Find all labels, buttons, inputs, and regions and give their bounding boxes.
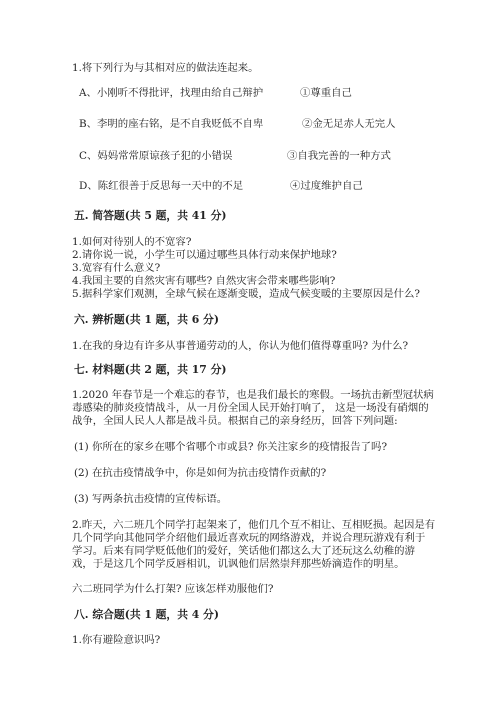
sec5-item-5: 5.据科学家们观测，全球气候在逐渐变暖，造成气候变暖的主要原因是什么? (72, 288, 420, 300)
sec7-p1-line-2: 毒感染的肺炎疫情战斗，从一月份全国人民开始打响了， 这是一场没有硝烟的 (72, 402, 429, 414)
sec7-p2-question: 六二班同学为什么打架? 应该怎样劝服他们? (72, 583, 274, 595)
sec7-sub-1: (1) 你所在的家乡在哪个省哪个市或县? 你关注家乡的疫情报告了吗? (74, 441, 388, 453)
sec7-sub-3: (3) 写两条抗击疫情的宣传标语。 (74, 493, 228, 505)
sec7-p1-line-1: 1.2020 年春节是一个难忘的春节，也是我们最长的寒假。一场抗击新型冠状病 (72, 389, 434, 401)
q1-pair-a-right: ①尊重自己 (300, 87, 352, 99)
q1-pair-d-right: ④过度维护自己 (290, 180, 363, 192)
sec7-p2-line-4: 戏，于是这几个同学反唇相讥，讥讽他们居然崇拜那些娇滴造作的明星。 (72, 558, 405, 570)
q1-pair-a-left: A、小刚听不得批评，找理由给自己辩护 (79, 87, 264, 99)
q1-pair-b-right: ②金无足赤人无完人 (302, 118, 396, 130)
sec5-item-2: 2.请你说一说，小学生可以通过哪些具体行动来保护地球? (72, 249, 337, 261)
q1-pair-b-left: B、李明的座右铭，是不自我贬低不自卑 (79, 118, 264, 130)
sec7-p1-line-3: 战争，全国人民人人都是战斗员。根据自己的亲身经历，回答下列问题: (72, 415, 398, 427)
sec5-item-3: 3.宽容有什么意义? (72, 262, 161, 274)
sec5-item-4: 4.我国主要的自然灾害有哪些? 自然灾害会带来哪些影响? (72, 275, 336, 287)
q1-pair-d-left: D、陈红很善于反思每一天中的不足 (79, 180, 244, 192)
sec7-p2-line-1: 2.昨天，六二班几个同学打起架来了，他们几个互不相让、互相贬损。起因是有 (72, 519, 436, 531)
section-6-title: 六. 辨析题(共 1 题，共 6 分) (74, 313, 219, 326)
sec5-item-1: 1.如何对待别人的不宽容? (72, 236, 192, 248)
sec7-p2-line-2: 几个同学向其他同学介绍他们最近喜欢玩的网络游戏，并说合理玩游戏有利于 (72, 532, 426, 544)
sec8-question: 1.你有避险意识吗? (72, 634, 161, 646)
section-7-title: 七. 材料题(共 2 题，共 17 分) (74, 363, 227, 376)
q1-intro: 1.将下列行为与其相对应的做法连起来。 (72, 62, 259, 74)
q1-pair-c-left: C、妈妈常常原谅孩子犯的小错误 (79, 150, 233, 162)
sec6-question: 1.在我的身边有许多从事普通劳动的人，你认为他们值得尊重吗? 为什么? (72, 340, 409, 352)
section-8-title: 八. 综合题(共 1 题，共 4 分) (74, 608, 219, 621)
sec7-sub-2: (2) 在抗击疫情战争中，你是如何为抗击疫情作贡献的? (74, 467, 327, 479)
sec7-p2-line-3: 学习。后来有同学贬低他们的爱好，笑话他们都这么大了还玩这么幼稚的游 (72, 545, 415, 557)
section-5-title: 五. 简答题(共 5 题，共 41 分) (74, 209, 227, 222)
q1-pair-c-right: ③自我完善的一种方式 (287, 150, 391, 162)
